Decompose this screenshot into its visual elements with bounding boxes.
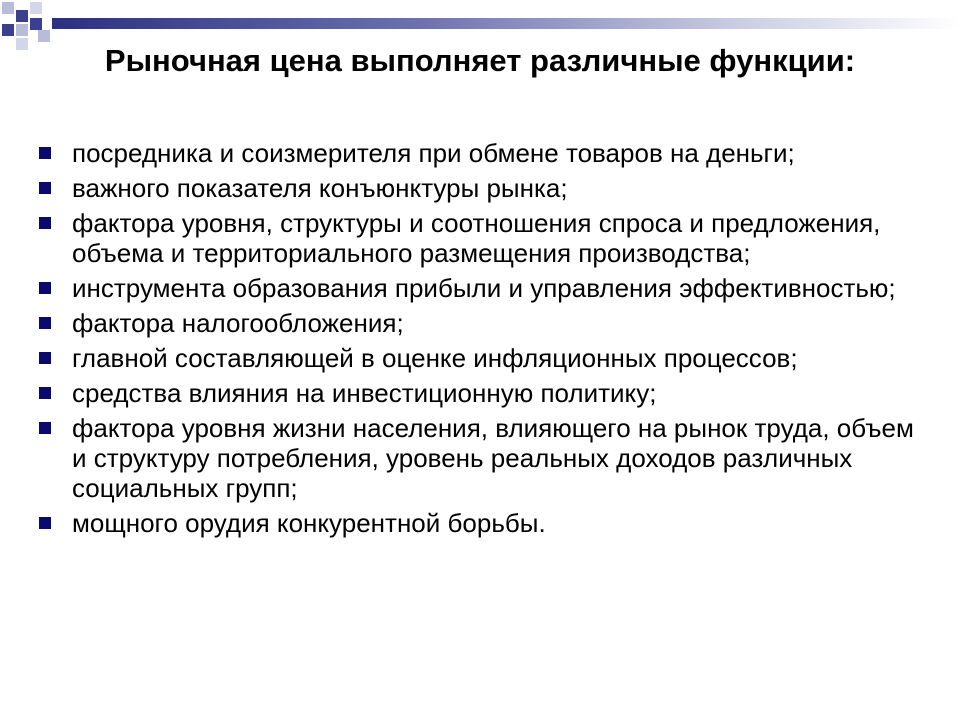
list-item — [38, 378, 928, 408]
list-item — [38, 308, 928, 338]
bullet-list — [38, 138, 928, 543]
square-bullet-icon — [39, 282, 51, 294]
list-item-text: главной составляющей в оценке инфляционных процессов; — [72, 343, 798, 373]
list-item-text: инструмента образования прибыли и управления эффективностью; — [72, 273, 896, 303]
square-bullet-icon — [39, 182, 51, 194]
deco-square — [16, 38, 28, 50]
square-bullet-icon — [39, 147, 51, 159]
list-item-text: важного показателя конъюнктуры рынка; — [72, 173, 568, 203]
square-bullet-icon — [39, 387, 51, 399]
top-gradient-band — [52, 18, 960, 29]
deco-square — [2, 2, 14, 14]
list-item — [38, 413, 928, 503]
list-item-text: фактора уровня жизни населения, влияющего на рынок труда, объем и структуру потребления, уровень реальных доходов различных социальных групп; — [72, 413, 914, 503]
list-item-text: посредника и соизмерителя при обмене товаров на деньги; — [72, 138, 795, 168]
list-item — [38, 343, 928, 373]
list-item — [38, 508, 928, 538]
deco-square — [30, 18, 42, 30]
deco-square — [16, 10, 28, 22]
square-bullet-icon — [39, 217, 51, 229]
square-bullet-icon — [39, 317, 51, 329]
list-item-text: мощного орудия конкурентной борьбы. — [72, 508, 546, 538]
square-bullet-icon — [39, 517, 51, 529]
deco-square — [38, 30, 50, 42]
list-item-text: средства влияния на инвестиционную политику; — [72, 378, 657, 408]
deco-square — [30, 2, 42, 14]
list-item-text: фактора уровня, структуры и соотношения спроса и предложения, объема и территориального размещения производства; — [72, 208, 881, 268]
deco-square — [2, 24, 14, 36]
list-item — [38, 138, 928, 168]
deco-square — [16, 24, 28, 36]
list-item — [38, 273, 928, 303]
list-item — [38, 173, 928, 203]
square-bullet-icon — [39, 422, 51, 434]
list-item — [38, 208, 928, 268]
slide-title: Рыночная цена выполняет различные функции: — [104, 43, 856, 78]
square-bullet-icon — [39, 352, 51, 364]
list-item-text: фактора налогообложения; — [72, 308, 404, 338]
